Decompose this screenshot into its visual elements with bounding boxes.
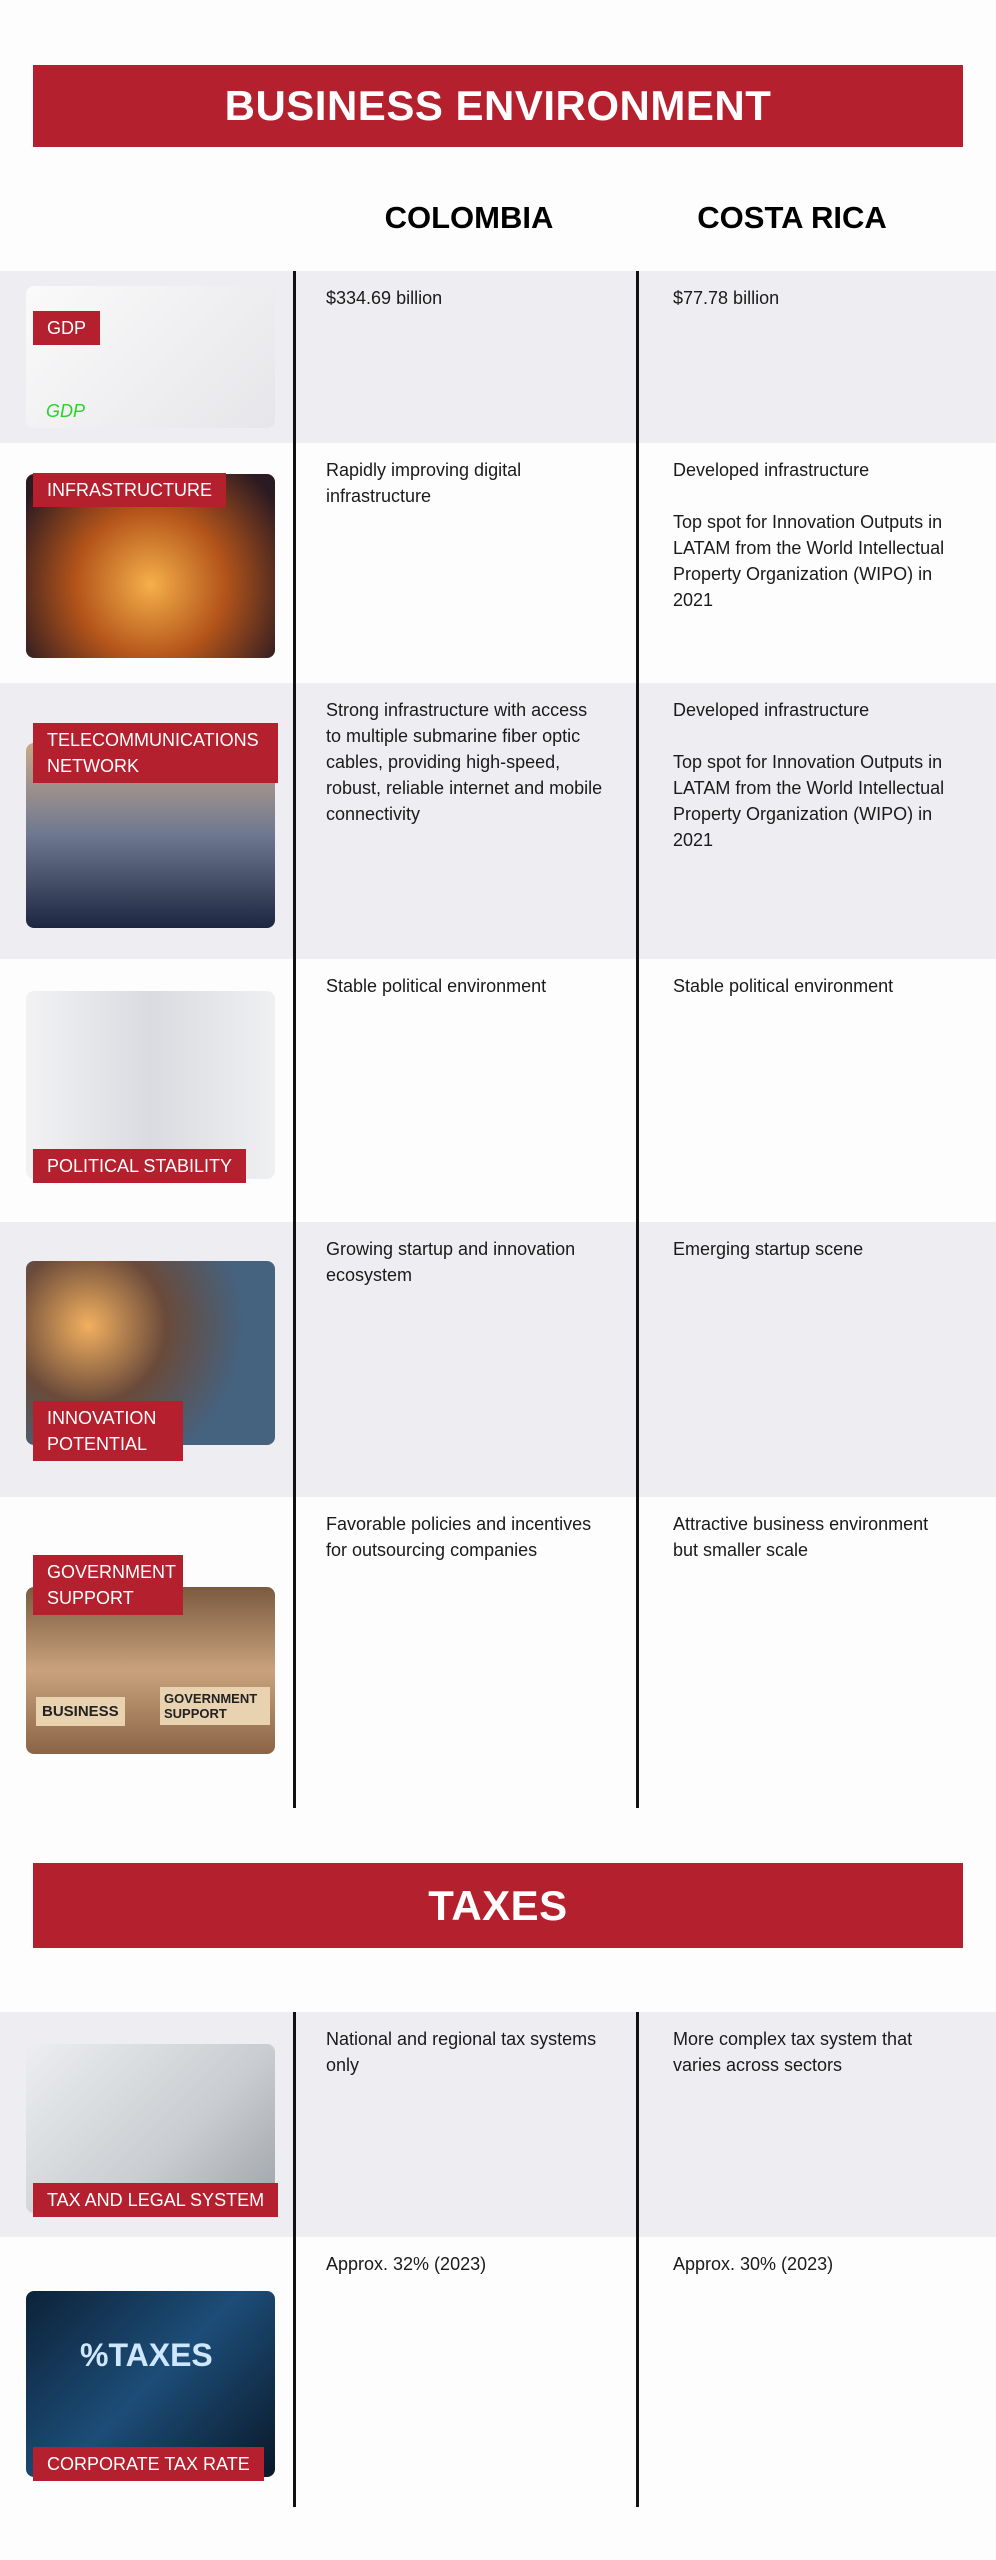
cell-text: Developed infrastructure [673,700,870,720]
table-row-political-stability [0,959,996,1222]
costa-rica-cell [673,285,953,337]
table-row-infrastructure [0,443,996,683]
image-caption: GDP [46,401,86,421]
costa-rica-cell [673,1511,953,1589]
colombia-cell [326,1236,606,1314]
costa-rica-cell [673,973,953,1025]
table-row-innovation-potential [0,1222,996,1497]
row-label: GDP [33,311,100,345]
cell-text: Attractive business environment but smaller scale [673,1514,929,1560]
colombia-cell [326,697,606,853]
colombia-cell [326,2251,606,2303]
cell-text: Approx. 32% (2023) [326,2254,487,2274]
row-label: CORPORATE TAX RATE [33,2447,264,2481]
costa-rica-cell [673,2026,953,2104]
cell-text: Favorable policies and incentives for outsourcing companies [326,1514,592,1560]
costa-rica-cell [673,1236,953,1288]
table-row-telecommunications-network [0,683,996,959]
image-caption: BUSINESS [36,1697,125,1726]
row-label: INNOVATION POTENTIAL [33,1401,183,1461]
colombia-cell [326,973,606,1025]
cell-text: $77.78 billion [673,288,780,308]
row-label: TELECOMMUNICATIONS NETWORK [33,723,278,783]
row-label: TAX AND LEGAL SYSTEM [33,2183,278,2217]
cell-text: Developed infrastructure [673,460,870,480]
costa-rica-cell [673,697,953,879]
column-header-costa-rica: COSTA RICA [697,200,887,235]
column-divider [293,2012,296,2507]
image-caption: GOVERNMENT SUPPORT [160,1687,270,1725]
cell-text: Emerging startup scene [673,1239,864,1259]
column-divider [636,271,639,1808]
image-caption: %TAXES [80,2337,213,2373]
cell-text: Approx. 30% (2023) [673,2254,834,2274]
costa-rica-cell [673,2251,953,2303]
column-header-colombia: COLOMBIA [384,200,554,235]
cell-text: Top spot for Innovation Outputs in LATAM from the World Intellectual Property Organization (WIPO) in 2021 [673,512,945,610]
costa-rica-cell [673,457,953,639]
row-label: GOVERNMENT SUPPORT [33,1555,183,1615]
table-row-corporate-tax-rate [0,2237,996,2507]
cell-text: Top spot for Innovation Outputs in LATAM from the World Intellectual Property Organization (WIPO) in 2021 [673,752,945,850]
table-row-tax-and-legal-system [0,2012,996,2237]
row-label: INFRASTRUCTURE [33,473,226,507]
table-row-gdp [0,271,996,443]
cell-text: More complex tax system that varies across sectors [673,2029,913,2075]
section-title-business-environment: BUSINESS ENVIRONMENT [33,65,963,147]
cell-text: Rapidly improving digital infrastructure [326,460,522,506]
column-divider [293,271,296,1808]
row-label: POLITICAL STABILITY [33,1149,246,1183]
column-divider [636,2012,639,2507]
cell-text: Strong infrastructure with access to multiple submarine fiber optic cables, providing high-speed, robust, reliable internet and mobile connectivity [326,700,603,824]
cell-text: Stable political environment [673,976,894,996]
colombia-cell [326,1511,606,1589]
colombia-cell [326,457,606,535]
table-row-government-support [0,1497,996,1810]
cell-text: National and regional tax systems only [326,2029,597,2075]
cell-text: Stable political environment [326,976,547,996]
colombia-cell [326,285,606,337]
cell-text: $334.69 billion [326,288,443,308]
section-title-taxes: TAXES [33,1863,963,1948]
cell-text: Growing startup and innovation ecosystem [326,1239,576,1285]
colombia-cell [326,2026,606,2104]
